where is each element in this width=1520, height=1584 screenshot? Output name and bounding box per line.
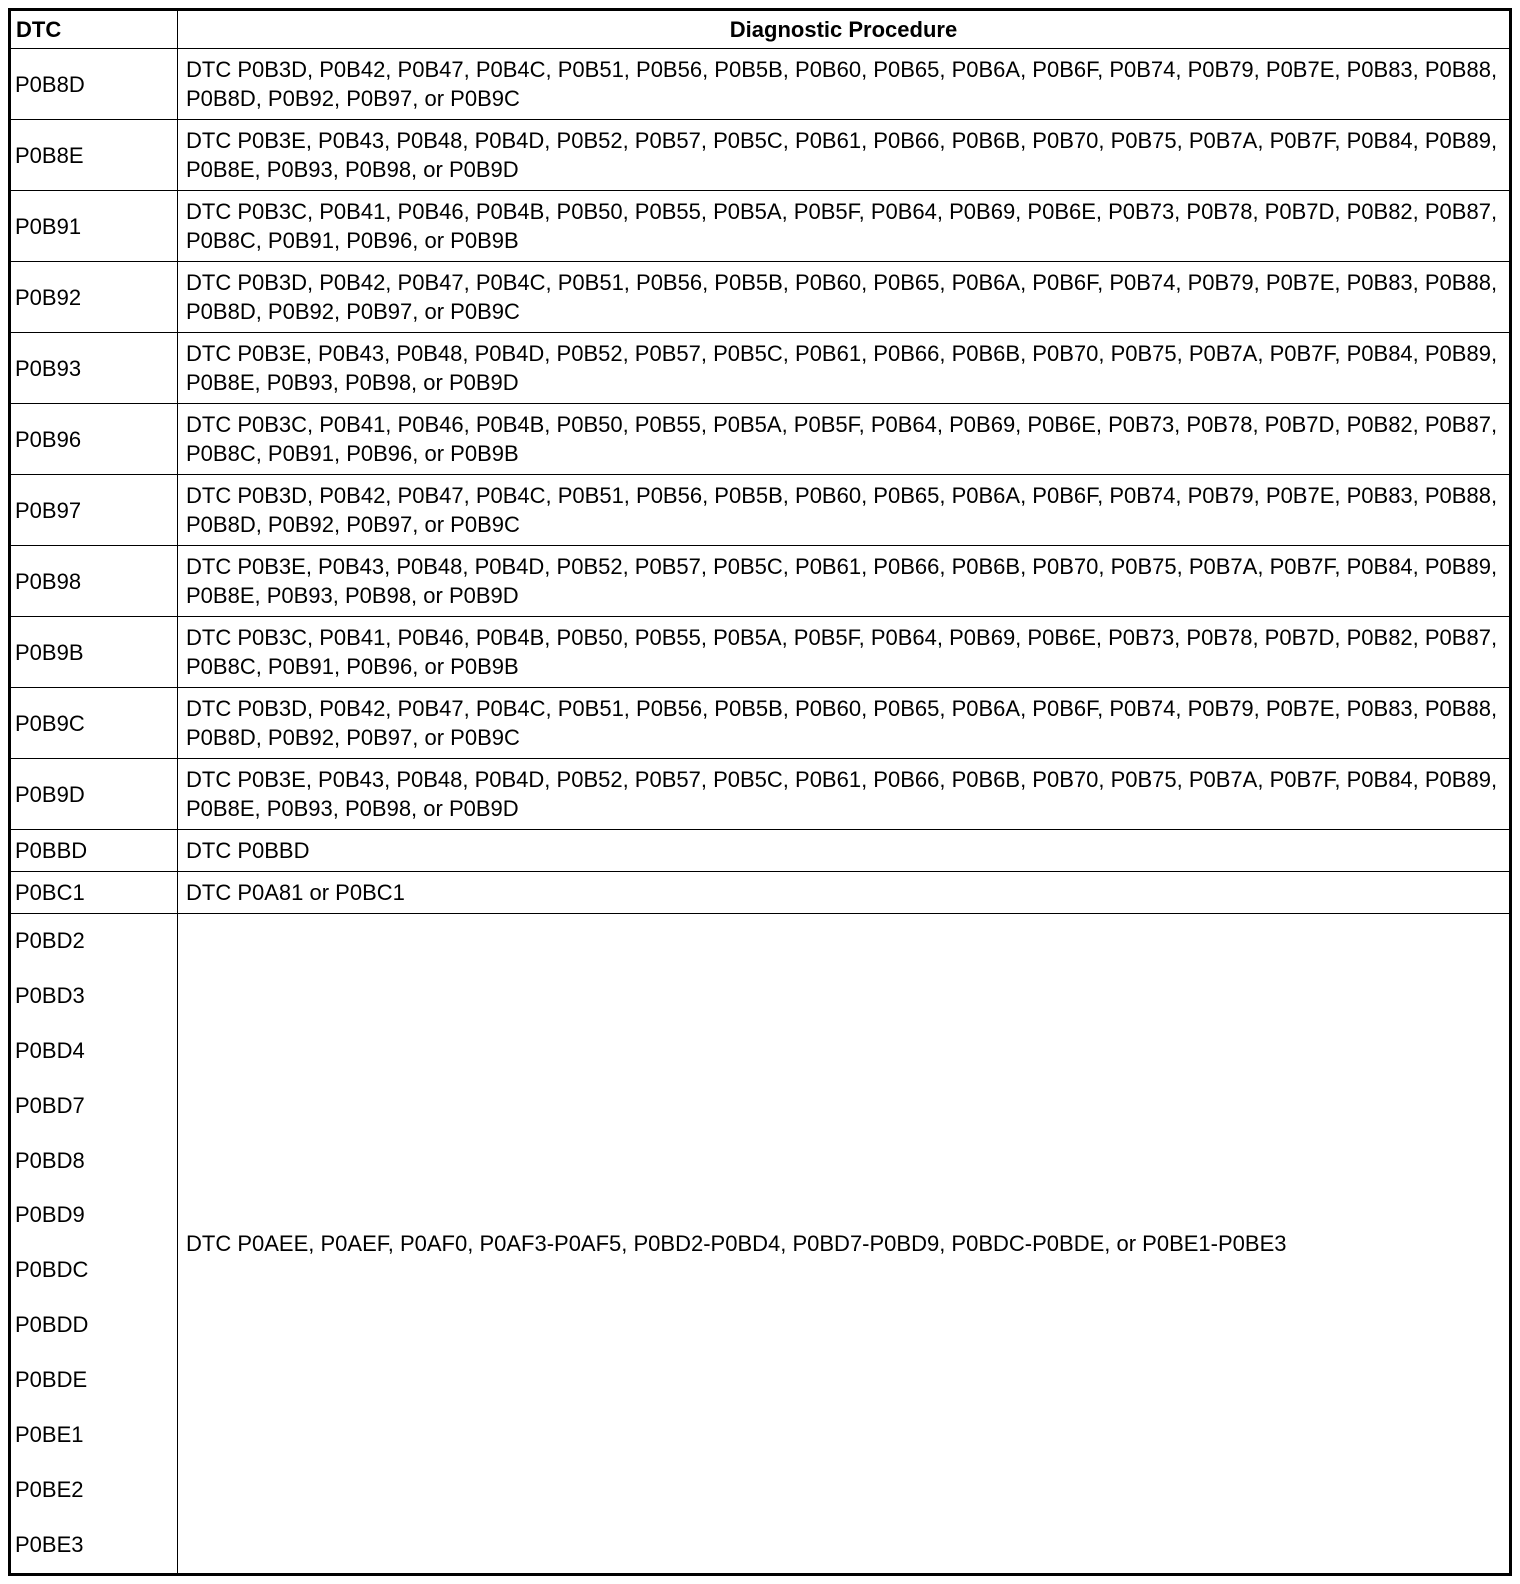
table-row [10, 120, 1511, 191]
procedure-text: DTC P0BBD [178, 830, 1511, 872]
dtc-code: P0BE3 [15, 1531, 84, 1557]
procedure-text: DTC P0B3D, P0B42, P0B47, P0B4C, P0B51, P0B56, P0B5B, P0B60, P0B65, P0B6A, P0B6F, P0B74, P0B79, P0B7E, P0B83, P0B88, P0B8D, P0B92, P0B97, or P0B9C [178, 475, 1511, 546]
dtc-code: P0B98 [10, 546, 178, 617]
dtc-code: P0BD9 [15, 1202, 85, 1228]
procedure-text: DTC P0B3C, P0B41, P0B46, P0B4B, P0B50, P0B55, P0B5A, P0B5F, P0B64, P0B69, P0B6E, P0B73, P0B78, P0B7D, P0B82, P0B87, P0B8C, P0B91, P0B96, or P0B9B [178, 404, 1511, 475]
table-row [10, 191, 1511, 262]
dtc-code: P0BE1 [15, 1422, 84, 1448]
dtc-code: P0BD7 [15, 1092, 85, 1118]
dtc-code: P0BD4 [15, 1037, 85, 1063]
table-row [10, 688, 1511, 759]
dtc-code: P0B93 [10, 333, 178, 404]
table-row [10, 404, 1511, 475]
dtc-code: P0BD3 [15, 982, 85, 1008]
dtc-code: P0BD8 [15, 1147, 85, 1173]
dtc-code: P0BDC [15, 1257, 89, 1283]
table-row [10, 546, 1511, 617]
procedure-text: DTC P0B3E, P0B43, P0B48, P0B4D, P0B52, P0B57, P0B5C, P0B61, P0B66, P0B6B, P0B70, P0B75, P0B7A, P0B7F, P0B84, P0B89, P0B8E, P0B93, P0B98, or P0B9D [178, 546, 1511, 617]
dtc-code: P0BBD [10, 830, 178, 872]
dtc-code: P0B8E [10, 120, 178, 191]
table-row-group [10, 914, 1511, 1575]
dtc-code: P0BD2 [15, 928, 85, 953]
table-row [10, 759, 1511, 830]
dtc-code: P0B97 [10, 475, 178, 546]
header-diagnostic-procedure: Diagnostic Procedure [178, 10, 1511, 49]
dtc-code: P0B92 [10, 262, 178, 333]
procedure-text: DTC P0B3C, P0B41, P0B46, P0B4B, P0B50, P0B55, P0B5A, P0B5F, P0B64, P0B69, P0B6E, P0B73, P0B78, P0B7D, P0B82, P0B87, P0B8C, P0B91, P0B96, or P0B9B [178, 617, 1511, 688]
table-row [10, 830, 1511, 872]
dtc-code: P0BC1 [10, 872, 178, 914]
procedure-text: DTC P0A81 or P0BC1 [178, 872, 1511, 914]
procedure-text: DTC P0B3D, P0B42, P0B47, P0B4C, P0B51, P0B56, P0B5B, P0B60, P0B65, P0B6A, P0B6F, P0B74, P0B79, P0B7E, P0B83, P0B88, P0B8D, P0B92, P0B97, or P0B9C [178, 262, 1511, 333]
procedure-text: DTC P0B3E, P0B43, P0B48, P0B4D, P0B52, P0B57, P0B5C, P0B61, P0B66, P0B6B, P0B70, P0B75, P0B7A, P0B7F, P0B84, P0B89, P0B8E, P0B93, P0B98, or P0B9D [178, 120, 1511, 191]
dtc-code: P0BE2 [15, 1476, 84, 1502]
procedure-text: DTC P0B3E, P0B43, P0B48, P0B4D, P0B52, P0B57, P0B5C, P0B61, P0B66, P0B6B, P0B70, P0B75, P0B7A, P0B7F, P0B84, P0B89, P0B8E, P0B93, P0B98, or P0B9D [178, 333, 1511, 404]
dtc-code: P0B91 [10, 191, 178, 262]
procedure-text: DTC P0B3D, P0B42, P0B47, P0B4C, P0B51, P0B56, P0B5B, P0B60, P0B65, P0B6A, P0B6F, P0B74, P0B79, P0B7E, P0B83, P0B88, P0B8D, P0B92, P0B97, or P0B9C [178, 49, 1511, 120]
table-row [10, 262, 1511, 333]
dtc-code: P0B8D [10, 49, 178, 120]
procedure-text: DTC P0B3D, P0B42, P0B47, P0B4C, P0B51, P0B56, P0B5B, P0B60, P0B65, P0B6A, P0B6F, P0B74, P0B79, P0B7E, P0B83, P0B88, P0B8D, P0B92, P0B97, or P0B9C [178, 688, 1511, 759]
procedure-text: DTC P0AEE, P0AEF, P0AF0, P0AF3-P0AF5, P0BD2-P0BD4, P0BD7-P0BD9, P0BDC-P0BDE, or P0BE1-P0BE3 [178, 914, 1511, 1575]
dtc-code: P0B9D [10, 759, 178, 830]
dtc-procedure-table [8, 8, 1512, 1576]
dtc-code: P0B9B [10, 617, 178, 688]
dtc-code: P0BDE [15, 1367, 88, 1393]
table-row [10, 617, 1511, 688]
table-row [10, 872, 1511, 914]
table-row [10, 475, 1511, 546]
table-row [10, 49, 1511, 120]
table-header-row [10, 10, 1511, 49]
procedure-text: DTC P0B3C, P0B41, P0B46, P0B4B, P0B50, P0B55, P0B5A, P0B5F, P0B64, P0B69, P0B6E, P0B73, P0B78, P0B7D, P0B82, P0B87, P0B8C, P0B91, P0B96, or P0B9B [178, 191, 1511, 262]
dtc-code: P0B96 [10, 404, 178, 475]
dtc-code: P0BDD [15, 1312, 89, 1338]
procedure-text: DTC P0B3E, P0B43, P0B48, P0B4D, P0B52, P0B57, P0B5C, P0B61, P0B66, P0B6B, P0B70, P0B75, P0B7A, P0B7F, P0B84, P0B89, P0B8E, P0B93, P0B98, or P0B9D [178, 759, 1511, 830]
table-row [10, 333, 1511, 404]
dtc-code: P0B9C [10, 688, 178, 759]
header-dtc: DTC [10, 10, 178, 49]
dtc-code-list [10, 914, 178, 1575]
